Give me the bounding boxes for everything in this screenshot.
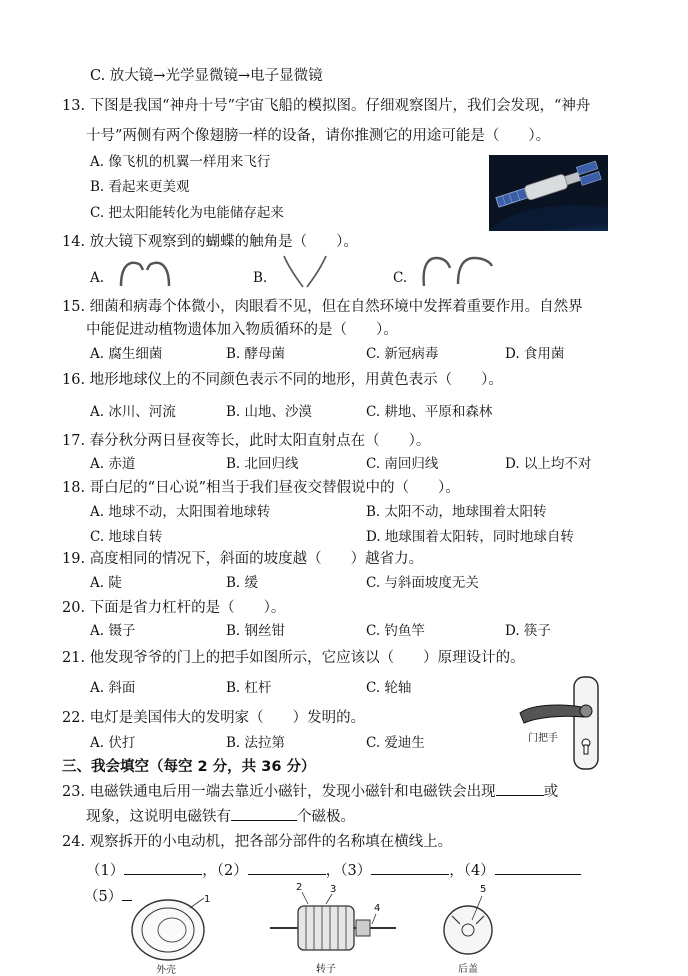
- q16-option-a: A. 冰川、河流: [90, 404, 176, 420]
- q13-option-a: A. 像飞机的机翼一样用来飞行: [90, 154, 271, 170]
- q23-text-3: 现象，这说明电磁铁有: [86, 809, 231, 825]
- q21-option-c: C. 轮轴: [366, 680, 412, 696]
- motor-housing-image: [120, 884, 240, 976]
- q21-stem: 21. 他发现爷爷的门上的把手如图所示，它应该以（ ）原理设计的。: [62, 650, 525, 666]
- antenna-image-b: [280, 254, 330, 294]
- q15-option-d: D. 食用菌: [505, 346, 565, 362]
- q23-blank-2[interactable]: [231, 806, 297, 821]
- q15-stem-line2: 中能促进动植物遗体加入物质循环的是（ ）。: [86, 322, 398, 338]
- q23-line1: [62, 781, 558, 802]
- motor-label-4: 4: [374, 903, 381, 914]
- q21-option-b: B. 杠杆: [226, 680, 272, 696]
- q17-option-b: B. 北回归线: [226, 456, 299, 472]
- motor-label-3: 3: [330, 884, 337, 895]
- q13-option-c: C. 把太阳能转化为电能储存起来: [90, 205, 284, 221]
- q20-stem: 20. 下面是省力杠杆的是（ ）。: [62, 600, 286, 616]
- q16-stem: 16. 地形地球仪上的不同颜色表示不同的地形，用黄色表示（ ）。: [62, 372, 503, 388]
- q13-stem-line2: 十号”两侧有两个像翅膀一样的设备，请你推测它的用途可能是（ ）。: [86, 128, 551, 144]
- motor-caption-housing: 外壳: [156, 965, 176, 976]
- q15-option-c: C. 新冠病毒: [366, 346, 439, 362]
- q17-stem: 17. 春分秋分两日昼夜等长，此时太阳直射点在（ ）。: [62, 433, 431, 449]
- antenna-image-a: [115, 256, 175, 294]
- q13-stem-line1: 13. 下图是我国“神舟十号”宇宙飞船的模拟图。仔细观察图片，我们会发现，“神舟: [62, 98, 591, 114]
- q13-option-b: B. 看起来更美观: [90, 179, 190, 195]
- q18-option-a: A. 地球不动，太阳围着地球转: [90, 504, 271, 520]
- q23-text-2: 或: [543, 784, 559, 800]
- q20-option-b: B. 钢丝钳: [226, 623, 286, 639]
- q22-stem: 22. 电灯是美国伟大的发明家（ ）发明的。: [62, 710, 366, 726]
- q16-option-b: B. 山地、沙漠: [226, 404, 313, 420]
- q20-option-c: C. 钓鱼竿: [366, 623, 425, 639]
- motor-caption-rotor: 转子: [316, 964, 336, 975]
- q22-option-c: C. 爱迪生: [366, 735, 425, 751]
- q24-label-5: （5）: [84, 889, 123, 905]
- q20-option-a: A. 镊子: [90, 623, 136, 639]
- q24-label-2: ，（2）: [202, 863, 248, 879]
- q14-option-b: B.: [253, 270, 268, 286]
- q24-blanks-row: [86, 860, 581, 881]
- q24-label-3: ，（3）: [325, 863, 372, 879]
- q20-option-d: D. 筷子: [505, 623, 551, 639]
- q17-option-d: D. 以上均不对: [505, 456, 592, 472]
- q19-option-b: B. 缓: [226, 575, 259, 591]
- q24-blank-1[interactable]: [124, 860, 202, 875]
- q18-option-d: D. 地球围着太阳转，同时地球自转: [366, 529, 574, 545]
- q24-label-1: （1）: [86, 863, 125, 879]
- q24-blank-4[interactable]: [495, 860, 581, 875]
- q19-option-c: C. 与斜面坡度无关: [366, 575, 479, 591]
- q24-blank-3[interactable]: [371, 860, 449, 875]
- q15-stem-line1: 15. 细菌和病毒个体微小，肉眼看不见，但在自然环境中发挥着重要作用。自然界: [62, 299, 583, 315]
- motor-label-5: 5: [480, 884, 487, 895]
- q23-blank-1[interactable]: [496, 781, 544, 796]
- q17-option-c: C. 南回归线: [366, 456, 439, 472]
- q15-option-a: A. 腐生细菌: [90, 346, 163, 362]
- q18-stem: 18. 哥白尼的“日心说”相当于我们昼夜交替假说中的（ ）。: [62, 480, 460, 496]
- q24-label-4: ，（4）: [449, 863, 495, 879]
- door-handle-image: [518, 673, 608, 773]
- motor-caption-endcap: 后盖: [458, 964, 478, 975]
- q14-option-c: C.: [393, 270, 408, 286]
- q24-blank-2[interactable]: [248, 860, 326, 875]
- q22-option-a: A. 伏打: [90, 735, 136, 751]
- q12-option-c: C. 放大镜→光学显微镜→电子显微镜: [90, 68, 323, 84]
- q17-option-a: A. 赤道: [90, 456, 136, 472]
- motor-endcap-image: [438, 880, 508, 975]
- q14-stem: 14. 放大镜下观察到的蝴蝶的触角是（ ）。: [62, 234, 358, 250]
- spacecraft-image: [489, 155, 608, 231]
- q21-option-a: A. 斜面: [90, 680, 136, 696]
- q14-option-a: A.: [90, 270, 105, 286]
- q15-option-b: B. 酵母菌: [226, 346, 286, 362]
- antenna-image-c: [418, 254, 496, 292]
- q23-text-4: 个磁极。: [297, 809, 355, 825]
- motor-label-2: 2: [296, 882, 303, 893]
- q23-line2: [86, 806, 355, 827]
- q19-option-a: A. 陡: [90, 575, 122, 591]
- section-3-title: 三、我会填空（每空 2 分，共 36 分）: [62, 759, 316, 775]
- motor-rotor-image: [268, 880, 398, 975]
- motor-label-1: 1: [204, 894, 211, 905]
- q18-option-c: C. 地球自转: [90, 529, 163, 545]
- q19-stem: 19. 高度相同的情况下，斜面的坡度越（ ）越省力。: [62, 551, 424, 567]
- q18-option-b: B. 太阳不动，地球围着太阳转: [366, 504, 547, 520]
- door-handle-caption: 门把手: [528, 733, 558, 744]
- q24-stem: 24. 观察拆开的小电动机，把各部分部件的名称填在横线上。: [62, 834, 453, 850]
- q16-option-c: C. 耕地、平原和森林: [366, 404, 493, 420]
- q23-text-1: 23. 电磁铁通电后用一端去靠近小磁针，发现小磁针和电磁铁会出现: [62, 784, 496, 800]
- q22-option-b: B. 法拉第: [226, 735, 286, 751]
